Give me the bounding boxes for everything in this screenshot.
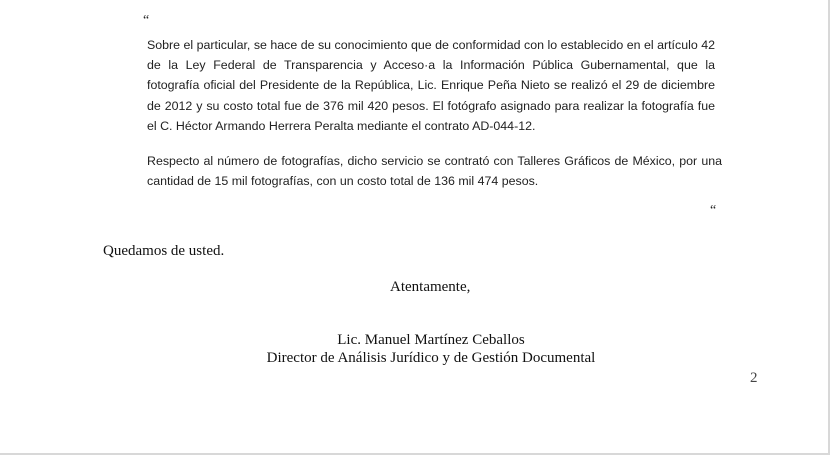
paragraph-line: de 2012 y su costo total fue de 376 mil 420 pesos. El fotógrafo asignado para realizar la fotografía fue [147, 98, 715, 113]
paragraph-line: 42 de la Ley Federal de Transparencia y Acceso·a la Información Pública Gubernamental, que la [147, 38, 715, 73]
closing-quote-mark: “ [710, 203, 717, 218]
paragraph-line: cantidad de 15 mil fotografías, con un costo total de 136 mil 474 pesos. [147, 174, 539, 189]
signatory-title: Director de Análisis Jurídico y de Gestión Documental [266, 350, 596, 366]
opening-quote-mark: “ [143, 13, 150, 28]
page-number: 2 [750, 370, 758, 386]
paragraph-photo-count [147, 151, 722, 191]
paragraph-line: Sobre el particular, se hace de su conocimiento que de conformidad con lo establecido en el artículo [147, 38, 698, 52]
closing-line: Quedamos de usted. [103, 243, 225, 259]
paragraph-line: fotografía oficial del Presidente de la República, Lic. Enrique Peña Nieto se realizó el 29 de diciembre [147, 78, 715, 93]
paragraph-line: Respecto al número de fotografías, dicho servicio se contrató con Talleres Gráficos de México, por una [147, 154, 722, 168]
regards-line: Atentamente, [390, 279, 471, 295]
paragraph-line: el C. Héctor Armando Herrera Peralta mediante el contrato AD-044-12. [147, 118, 536, 133]
paragraph-photo-cost [147, 35, 715, 136]
signatory-name: Lic. Manuel Martínez Ceballos [337, 332, 525, 348]
